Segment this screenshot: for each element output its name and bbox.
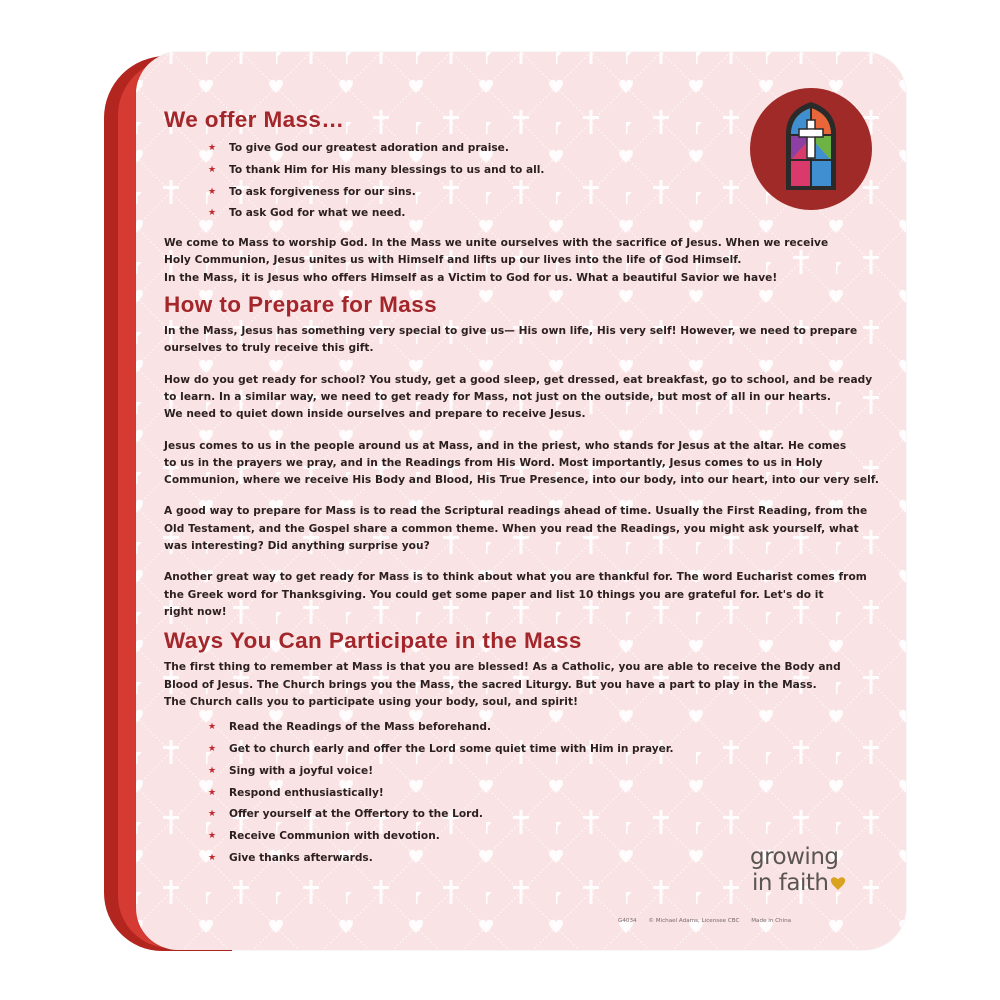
- offer-bullet-list: [164, 138, 870, 225]
- star-icon: ★: [208, 143, 217, 153]
- star-icon: ★: [208, 186, 217, 197]
- list-item: ★ To ask God for what we need.: [208, 203, 870, 225]
- participate-paragraph: The first thing to remember at Mass is that you are blessed! As a Catholic, you are able to receive the Body and Blood of Jesus. The Church brings you the Mass, the sacred Liturgy. But you have a part to play in the Mass. The Church calls you to participate using your body, soul, and spirit!: [164, 661, 841, 708]
- list-item: ★ To thank Him for His many blessings to us and to all.: [208, 160, 870, 182]
- star-icon: ★: [208, 809, 217, 820]
- star-icon: ★: [208, 765, 217, 776]
- prepare-paragraph-2: How do you get ready for school? You study, get a good sleep, get dressed, eat breakfast, go to school, and be ready to learn. In a similar way, we need to get ready for Mass, not just on the outside, but most of all in our hearts. We need to quiet down inside ourselves and prepare to receive Jesus.: [164, 373, 873, 421]
- origin: Made in China: [751, 918, 792, 924]
- list-item: ★ Read the Readings of the Mass beforehand.: [208, 717, 870, 739]
- footer-legal: [618, 918, 801, 924]
- logo-line-1: growing: [750, 844, 839, 870]
- section-title-prepare: How to Prepare for Mass: [164, 292, 438, 318]
- star-icon: ★: [208, 852, 217, 863]
- prepare-paragraph-3: Jesus comes to us in the people around us at Mass, and in the priest, who stands for Jesus at the altar. He comes to us in the prayers we pray, and in the Readings from His Word. Most importantly, Jesus comes to us in Holy Communion, where we receive His Body and Blood, His True Presence, into our body, into our heart, into our very self.: [164, 439, 879, 487]
- prepare-paragraph-1: In the Mass, Jesus has something very special to give us— His own life, His very self! However, we need to prepare ourselves to truly receive this gift.: [164, 325, 858, 355]
- placemat-card: [136, 52, 906, 950]
- star-icon: ★: [208, 208, 217, 219]
- star-icon: ★: [208, 743, 217, 754]
- list-item: ★ To ask forgiveness for our sins.: [208, 182, 870, 204]
- growing-in-faith-logo: [750, 844, 860, 906]
- prepare-paragraph-5: Another great way to get ready for Mass is to think about what you are thankful for. The word Eucharist comes from the Greek word for Thanksgiving. You could get some paper and list 10 things you are grateful for. Let's do it right now!: [164, 571, 867, 618]
- copyright: © Michael Adams, Licensee CBC: [648, 918, 740, 924]
- product-code: G4034: [618, 918, 637, 924]
- content-area: [164, 106, 879, 870]
- star-icon: ★: [208, 831, 217, 842]
- star-icon: ★: [208, 722, 217, 733]
- prepare-paragraph-4: A good way to prepare for Mass is to read the Scriptural readings ahead of time. Usually the First Reading, from the Old Testament, and the Gospel share a common theme. When you read the Readings, you might ask yourself, what was interesting? Did anything surprise you?: [164, 505, 868, 553]
- list-item: ★ Get to church early and offer the Lord some quiet time with Him in prayer.: [208, 739, 870, 761]
- list-item: ★ Give thanks afterwards.: [208, 848, 870, 870]
- list-item: ★ Offer yourself at the Offertory to the Lord.: [208, 804, 870, 826]
- list-item: ★ Respond enthusiastically!: [208, 783, 870, 805]
- list-item: ★ To give God our greatest adoration and praise.: [208, 138, 870, 160]
- logo-line-2: in faith: [750, 870, 860, 896]
- offer-paragraph: We come to Mass to worship God. In the Mass we unite ourselves with the sacrifice of Jesus. When we receive Holy Communion, Jesus unites us with Himself and lifts up our lives into the life of God Himself. In the Mass, it is Jesus who offers Himself as a Victim to God for us. What a beautiful Savior we have!: [164, 237, 829, 284]
- heart-icon: [829, 875, 847, 891]
- section-title-offer: We offer Mass…: [164, 107, 345, 132]
- list-item: ★ Receive Communion with devotion.: [208, 826, 870, 848]
- section-title-participate: Ways You Can Participate in the Mass: [164, 628, 582, 654]
- star-icon: ★: [208, 787, 217, 798]
- star-icon: ★: [208, 164, 217, 175]
- list-item: ★ Sing with a joyful voice!: [208, 761, 870, 783]
